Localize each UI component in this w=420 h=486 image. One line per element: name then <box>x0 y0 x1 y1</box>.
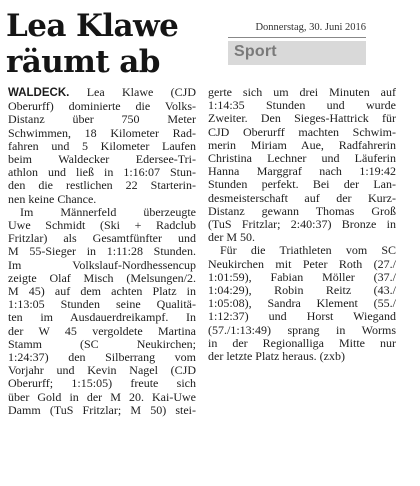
text-line: Stamm (SC Neukirchen; <box>8 336 196 351</box>
paragraph-3 <box>208 244 396 363</box>
text-line: 1:05:08), Sandra Klement (55./ <box>208 296 396 311</box>
text-line: WALDECK. Lea Klawe (CJD <box>8 85 197 99</box>
dateline-divider <box>228 37 366 38</box>
text-line: Oberurff; 1:15:05) freute sich <box>8 376 196 391</box>
text-line: 1:04:29), Robin Reitz (43./ <box>208 283 396 298</box>
text-line: Zweiter. Den Sieges-Hattrick für <box>208 111 396 126</box>
text-line: Im Volkslauf-Nordhessencup <box>8 257 196 272</box>
text-line: 1:24:37) den Silberrang vom <box>8 350 196 365</box>
text-line: Damm (TuS Fritzlar; M 50) stei- <box>8 402 196 417</box>
text-line: Im Männerfeld überzeugte <box>20 204 196 219</box>
text-line: der W 45 vergoldete Martina <box>8 323 196 338</box>
text-line: 1:12:37) und Horst Wiegand <box>208 309 396 324</box>
text-line: athlon und ließ in 1:16:07 Stun- <box>8 165 196 180</box>
text-line: 1:13:05 Stunden seine Qualitä- <box>8 297 196 312</box>
text-line: der letzte Platz heraus. (zxb) <box>208 349 345 364</box>
paragraph-1 <box>8 86 196 206</box>
text-line: der M 50. <box>208 230 255 245</box>
paragraph-2 <box>8 206 196 417</box>
text-line: Fritzlar) als Gesamtfünfter und <box>8 231 196 246</box>
text-line: ten im Ausdauerdreikampf. In <box>8 310 196 325</box>
text-line: Uwe Schmidt (Ski + Radclub <box>8 218 196 233</box>
article-column-2 <box>208 86 396 363</box>
text-line: Für die Triathleten vom SC <box>220 243 396 258</box>
text-line: den die restlichen 22 Starterin- <box>8 178 196 193</box>
text-line: (TuS Fritzlar; 2:40:37) Bronze in <box>208 217 396 232</box>
text-line: desmeisterschaft auf der Kurz- <box>208 190 396 205</box>
text-line: Schwimmen, 18 Kilometer Rad- <box>8 125 196 140</box>
text-line: zeigte Olaf Misch (Melsungen/2. <box>8 270 196 285</box>
text-line: (57./1:13:49) sprang in Worms <box>208 322 396 337</box>
text-line: M 55-Sieger in 1:11:28 Stunden. <box>8 244 196 259</box>
text-line: Distanz gewann Thomas Groß <box>208 203 396 218</box>
headline: Lea Klawe räumt ab <box>6 8 179 80</box>
text-line: Oberurff) dominierte die Volks- <box>8 99 196 114</box>
text-line: merin Miriam Aue, Radfahrerin <box>208 137 396 152</box>
text-line: beim Waldecker Edersee-Tri- <box>8 152 196 167</box>
dateline-place: WALDECK. <box>8 87 70 99</box>
paragraph-2-continued <box>208 86 396 244</box>
text-line: gerte sich um drei Minuten auf <box>208 85 396 99</box>
text-line: 1:01:59), Fabian Möller (37./ <box>208 269 396 284</box>
article-column-1 <box>8 86 196 417</box>
text-line: Neukirchen mit Peter Roth (27./ <box>208 256 396 271</box>
text-line: nen keine Chance. <box>8 191 97 206</box>
dateline: Donnerstag, 30. Juni 2016 <box>255 22 366 33</box>
text-line: in der Regionalliga Mitte nur <box>208 335 396 350</box>
text-line: über Gold in der M 20. Kai-Uwe <box>8 389 196 404</box>
text-line: Stunden perfekt. Bei der Lan- <box>208 177 396 192</box>
section-label: Sport <box>234 43 277 60</box>
text-line: fahren und 5 Kilometer Laufen <box>8 138 196 153</box>
text-line: CJD Oberurff machten Schwim- <box>208 124 396 139</box>
text-line: Christina Lechner und Läuferin <box>208 151 396 166</box>
text-line: Vorjahr und Kevin Nagel (CJD <box>8 363 196 378</box>
section-header <box>228 41 366 65</box>
text-line: Distanz über 750 Meter <box>8 112 196 127</box>
text-line: M 45) auf dem achten Platz in <box>8 284 196 299</box>
text-line: 1:14:35 Stunden und wurde <box>208 98 396 113</box>
text-line: Hanna Marggraf nach 1:19:42 <box>208 164 396 179</box>
